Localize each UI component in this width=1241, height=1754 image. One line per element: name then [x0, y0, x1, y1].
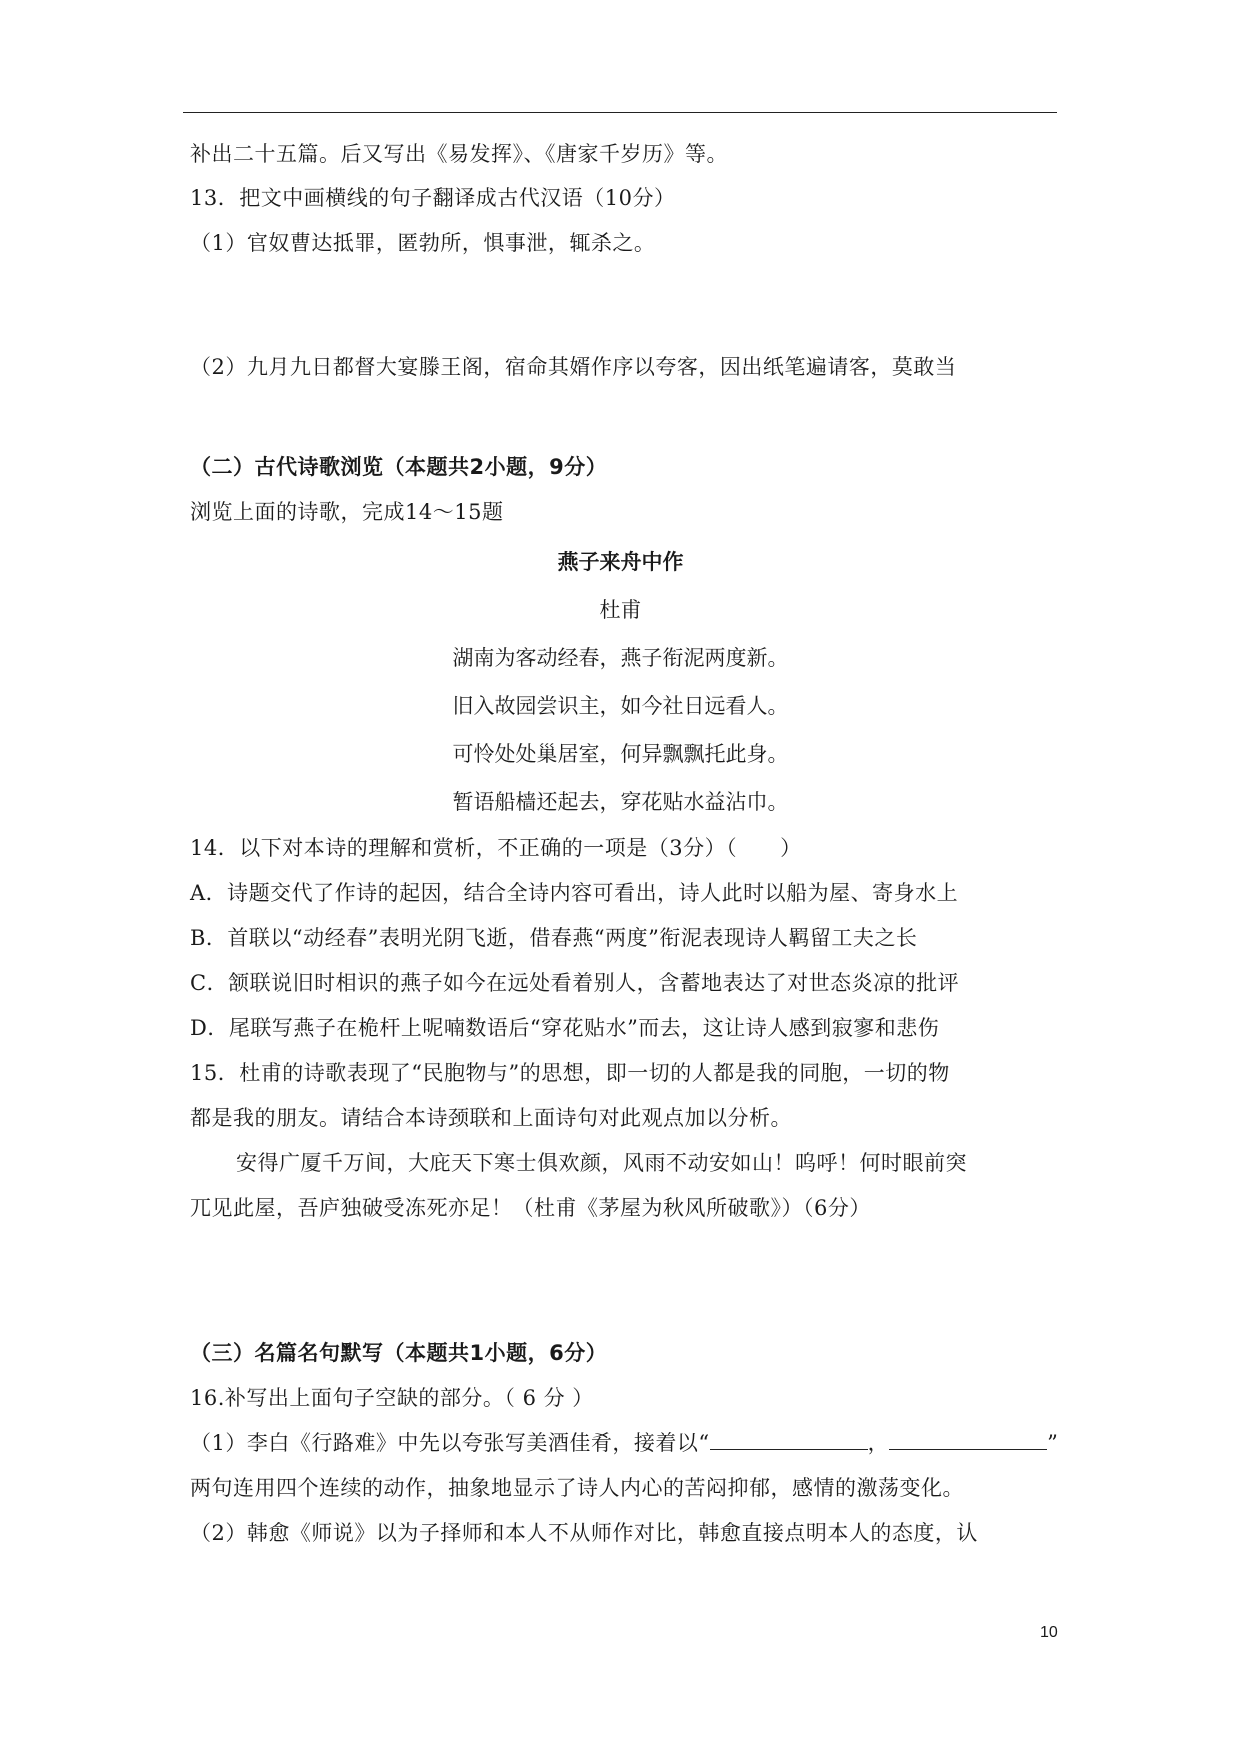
question-16-part-1 — [190, 1428, 1058, 1458]
quote-line-1: 安得广厦千万间，大庇天下寒士俱欢颜，风雨不动安如山！呜呼！何时眼前突 — [236, 1151, 967, 1175]
question-15-line-2: 都是我的朋友。请结合本诗颈联和上面诗句对此观点加以分析。 — [190, 1106, 792, 1130]
closing-quote: ” — [1047, 1431, 1059, 1455]
instruction-line: 浏览上面的诗歌，完成14～15题 — [190, 500, 504, 524]
answer-blank[interactable] — [889, 1429, 1047, 1450]
separator: ， — [867, 1431, 890, 1455]
question-13-part-1: （1）官奴曹达抵罪，匿勃所，惧事泄，辄杀之。 — [190, 231, 656, 255]
option-c: C．颔联说旧时相识的燕子如今在远处看着别人，含蓄地表达了对世态炎凉的批评 — [190, 971, 960, 995]
page-number: 10 — [1040, 1624, 1058, 1641]
question-13-part-2: （2）九月九日都督大宴滕王阁，宿命其婿作序以夸客，因出纸笔遍请客，莫敢当 — [190, 355, 957, 379]
question-14: 14．以下对本诗的理解和赏析，不正确的一项是（3分）（ ） — [190, 836, 802, 860]
section-2-heading: （二）古代诗歌浏览（本题共2小题，9分） — [190, 455, 608, 479]
poem-line: 湖南为客动经春，燕子衔泥两度新。 — [452, 646, 789, 670]
option-a: A．诗题交代了作诗的起因，结合全诗内容可看出，诗人此时以船为屋、寄身水上 — [190, 881, 959, 905]
poem-line: 暂语船樯还起去，穿花贴水益沾巾。 — [452, 790, 789, 814]
option-b: B．首联以“动经春”表明光阴飞逝，借春燕“两度”衔泥表现诗人羁留工夫之长 — [190, 926, 918, 950]
poem-title: 燕子来舟中作 — [557, 550, 684, 574]
question-16-part-1-cont: 两句连用四个连续的动作，抽象地显示了诗人内心的苦闷抑郁，感情的激荡变化。 — [190, 1476, 964, 1500]
question-16: 16.补写出上面句子空缺的部分。（ 6 分 ） — [190, 1386, 594, 1410]
question-16-part-1-text: （1）李白《行路难》中先以夸张写美酒佳肴，接着以“ — [190, 1431, 710, 1455]
poem-author: 杜甫 — [599, 598, 642, 622]
section-3-heading: （三）名篇名句默写（本题共1小题，6分） — [190, 1341, 608, 1365]
header-rule — [183, 112, 1057, 113]
question-13: 13．把文中画横线的句子翻译成古代汉语（10分） — [190, 186, 676, 210]
question-16-part-2: （2）韩愈《师说》以为子择师和本人不从师作对比，韩愈直接点明本人的态度，认 — [190, 1521, 978, 1545]
quote-line-2: 兀见此屋，吾庐独破受冻死亦足！（杜甫《茅屋为秋风所破歌》）（6分） — [190, 1196, 871, 1220]
text-line: 补出二十五篇。后又写出《易发挥》、《唐家千岁历》等。 — [190, 142, 728, 166]
poem-line: 可怜处处巢居室，何异飘飘托此身。 — [452, 742, 789, 766]
option-d: D．尾联写燕子在桅杆上呢喃数语后“穿花贴水”而去，这让诗人感到寂寥和悲伤 — [190, 1016, 940, 1040]
answer-blank[interactable] — [710, 1429, 868, 1450]
question-15: 15．杜甫的诗歌表现了“民胞物与”的思想，即一切的人都是我的同胞，一切的物 — [190, 1061, 950, 1085]
poem-line: 旧入故园尝识主，如今社日远看人。 — [452, 694, 789, 718]
